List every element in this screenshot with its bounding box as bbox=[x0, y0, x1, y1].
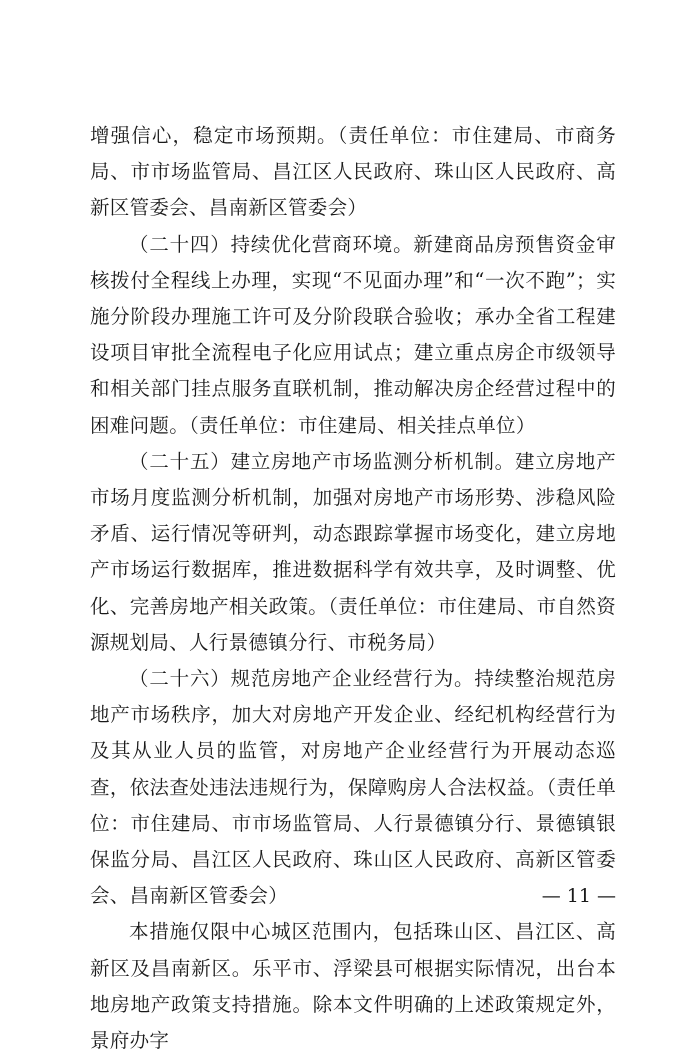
paragraph-continued: 增强信心，稳定市场预期。（责任单位：市住建局、市商务局、市市场监管局、昌江区人民政府、珠山区人民政府、高新区管委会、昌南新区管委会） bbox=[90, 124, 616, 220]
paragraph-item-25: （二十五）建立房地产市场监测分析机制。建立房地产市场月度监测分析机制，加强对房地产市场形势、涉稳风险矛盾、运行情况等研判，动态跟踪掌握市场变化，建立房地产市场运行数据库，推进数据科学有效共享，及时调整、优化、完善房地产相关政策。（责任单位：市住建局、市自然资源规划局、人行景德镇分行、市税务局） bbox=[90, 449, 616, 654]
paragraph-scope: 本措施仅限中心城区范围内，包括珠山区、昌江区、高新区及昌南新区。乐平市、浮梁县可根据实际情况，出台本地房地产政策支持措施。除本文件明确的上述政策规定外，景府办字 bbox=[90, 920, 616, 1053]
document-body bbox=[90, 118, 616, 1059]
paragraph-item-26: （二十六）规范房地产企业经营行为。持续整治规范房地产市场秩序，加大对房地产开发企业、经纪机构经营行为及其从业人员的监管，对房地产企业经营行为开展动态巡查，依法查处违法违规行为，保障购房人合法权益。（责任单位：市住建局、市市场监管局、人行景德镇分行、景德镇银保监分局、昌江区人民政府、珠山区人民政府、高新区管委会、昌南新区管委会） bbox=[90, 667, 616, 908]
page-number: — 11 — bbox=[541, 885, 616, 907]
paragraph-item-24: （二十四）持续优化营商环境。新建商品房预售资金审核拨付全程线上办理，实现“不见面办理”和“一次不跑”；实施分阶段办理施工许可及分阶段联合验收；承办全省工程建设项目审批全流程电子化应用试点；建立重点房企市级领导和相关部门挂点服务直联机制，推动解决房企经营过程中的困难问题。（责任单位：市住建局、相关挂点单位） bbox=[90, 232, 616, 437]
